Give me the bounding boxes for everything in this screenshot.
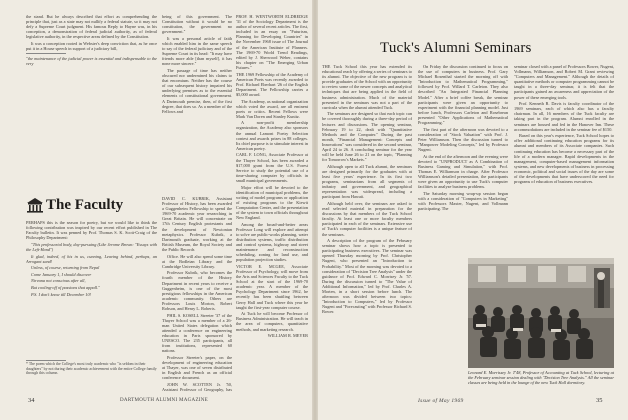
classroom-photo-illustration [468,258,614,368]
footnote: * The poem which the College's most truly academic who "is seldom in their daughters" by not during their academic achievement with the entire College family through this column. [26,362,157,376]
paragraph: seminar closed with a panel of Professors Bower, Nugent, Vollmann, Williamson, and Robert M. Grant reviewing "Computers and Management." Although the details of quantitative methods or computer programming cannot be taught in a three-day seminar, it is felt that the participants gained an awareness and appreciation of the power of these emerging tools. [514,64,614,100]
paragraph: PERHAPS this is the season for poetry, but we would like to think the following contribution was inspired by our recent effort published in The Faculty bulletin. It was penned by Prof. Thomas S. K. Scott-Craig of the Philosophy Department: [26,220,157,241]
paragraph: Prof. Kenneth R. Davis is faculty coordinator of the 1969 seminars, each of which also has a faculty chairman. In all, 16 members of the Tuck faculty are taking part in the program. Alumni enrolled in the seminars are housed and fed in the Hanover Inn. These accommodations are included in the seminar fee of $150. [514,101,614,132]
paragraph: Office. He will also spend some time at the Bodleian Library and the Cambridge University Library. [162,253,232,269]
right-column-3 [514,64,614,254]
author-signature: WILLIAM R. MEYER [267,333,308,339]
poem-line: Unless, of course, returning from Nepal [31,265,100,271]
left-column-2-top [162,14,232,192]
paragraph: Although held over, the seminars are asked to read selected material in preparation for the discussions by that members of the Tuck School faculty. At least one or more faculty members participated in each of the seminars. Extensive use of Tuck's computer facilities is a unique feature of the seminars. [322,200,412,237]
paragraph: CARL F. LONG, Associate Professor at the Thayer School, has been awarded a $17,000 grant from the U.S. Forest Service to study the potential use of a time-sharing computer by officials in small municipal governments. [236,152,308,183]
paragraph: THE 1969 Fellowship of the Academy of American Poets was recently awarded to Prof. Richard Eberhart '26 of the English Department. The Fellowship carries a $5,000 award. [236,71,308,97]
paragraph: At Tuck he will become Professor of Business Administration. He will teach in the area of computers, quantitative methods, and marketing research. [236,311,308,332]
footnote-quote: "the maintenance of the judicial power is essential and indispensable to the very [26,55,157,66]
paragraph: JOHN W. SCOTTEN Jr. '50, Assistant Professor of Geography, has [162,381,232,392]
poem-line: Nirvana not conscious after all, [31,278,86,284]
article-title: Tuck's Alumni Seminars [380,40,532,56]
paragraph: Professor Kubrik, who becomes the fourth member of the History Department in recent years to receive a Guggenheim, is one of the most prestigious fellowships in the American academic community. Others are Professors Louis Morton, Robert Robson, and Henry L. Roberts. [162,270,232,311]
left-column-3 [236,14,308,392]
page-gutter [312,0,318,420]
right-column-1 [322,64,412,392]
paragraph: The passage of time has neither obscured nor undermined his claims to that encomium. Neither has the course of our subsequent history impaired his underlying premises as to the essential elements of constitutional government. A Dartmouth premise, then, of the first degree, that does so. As a member of the Fellows and [162,67,232,114]
paragraph: Although open to all Tuck alumni, the seminars are designed primarily for the graduates with at least five years' experience. In its first two programs, seminarians from all segments of industry and government, and geographical representation was widespread, including a participant from Hawaii. [322,163,412,200]
paragraph: The Saturday morning wrap-up session began with a consideration of "Computers in Marketing" with Professors Maxter, Nugent, and Vollmann participating. The [418,190,508,212]
section-title: The Faculty [46,197,124,213]
paragraph: At the end of the afternoon and the evening were devoted to "UNPRODUCT as A Combination of Business Gaming and Simulation," with Prof. Thomas E. Williamson in charge. After Professor Williamson's detailed presentation, the participants were given an opportunity to use Tuck's computer facilities to analyze business problems. [418,153,508,190]
paragraph: THE Tuck School this year has extended its educational reach by offering a series of seminars to its alumni. The objective of the new program is to provide graduates of the School with an opportunity to review some of the newer concepts and analytical techniques that are being applied in the field of business administration. Much of the material presented in the seminars was not a part of the curricula when the alumni attended Tuck. [322,64,412,110]
left-column-1-top [26,14,157,192]
paragraph: It was a personal article of faith which enabled him in the same speech to say of the federal judiciary and of the Supreme Court in its head: "It may have friends more able [than myself], it has none more sincere." [162,35,232,67]
paragraph: A non-profit membership organization, the Academy also sponsors the annual Lamont Poetry Selection contest and awards prizes in 88 colleges. Its chief purpose is to stimulate interest in American poetry. [236,120,308,151]
poem-line: But cooling-off of passions that appall." [31,285,100,291]
poem-line: "This professorial body, day-pursuing (Like Jerome Brown: "Essays with the Left-Hand") [26,241,157,252]
magazine-footer: DARTMOUTH ALUMNI MAGAZINE [120,398,209,403]
page-number-left: 34 [28,397,35,404]
poem-line: Come January 1, I should discover [31,271,92,277]
footnote-divider [26,360,66,361]
right-column-2 [418,64,508,254]
divider [26,53,66,54]
seminar-lecture-photo [468,258,614,368]
paragraph: PROF. H. WENTWORTH ELDREDGE '31 of the Sociology Department is the author of several recent articles. The first, included in an essay on "Futurism, Planning for Developing Countries" in the November 1968 issue of The Journal of the American Institute of Planners. The 1969-70 World Trend Readings, edited by J. Sherwood Weber, contains his chapter on "The Emerging Urban Futures." [236,14,308,70]
paragraph: The first part of the afternoon was devoted to a consideration of "Stock Valuation" with Prof. J. Peter Williamson. Then the discussion turned to "Manpower Modeling Concepts," led by Professor Nugent. [418,126,508,152]
paragraph: Based on this year's experience, Tuck School hopes to offer additional continuing education programs for its alumni and members of its Associate companies. Such continuing education has become a necessary part of the life of a modern manager. Rapid developments in the management, computer-based management information systems, and new developments of business in processing economic, political and social issues of the day are some of the developments that have underscored the need for programs of education of business executives. [514,133,614,185]
paragraph: On Friday the discussion continued to focus on the use of computers in business. Prof. Gary Michael Rosenthal started the morning off with "Introduction to Mathematical Programming," followed by Prof. Willard T. Carleton. They also described "An Integrated Financial Planning Model." After a brief coffee break, the seminar participants were given an opportunity to experiment with the financial planning model. Just before lunch, Professors Carleton and Rosebrean presented "Other Applications of Mathematical Programming." [418,64,508,126]
left-column-1-bottom [26,220,157,360]
page-number-right: 35 [596,397,603,404]
left-column-2-bottom [162,196,232,392]
photo-caption: Leonard E. Morrissey Jr. T'48, Professor of Accounting at Tuck School, lecturing at the February seminar session dealing with "Decision Tree Analysis." All the seminar classes are being held in the lounge of the new Tuck Hall dormitory. [468,370,614,385]
paragraph: PHIL S. KOSELL Streeter '37 of the Thayer School was a member of a 26-man United States delegation which attended a conference on engineering education in Paris sponsored by UNESCO. The 235 participants, all from institutions, represented 60 nations. [162,312,232,354]
paragraph: Among the broad-and-better areas Professor Long will explore and attempt to solve are public-works planning, water distribution systems, traffic distribution and control systems, highway and street maintenance and reconstruction scheduling, zoning for land use, and population projection studies. [236,221,308,263]
paragraph: It was a conception rooted in Webster's deep conviction that, as he once put it in a House speech in support of a judiciary bill, [26,40,157,52]
college-building-icon [26,197,44,213]
paragraph: Major effort will be devoted to the identification of municipal problems, the writing of model programs or application of existing programs to the Kiewit Computation Center, and the presentation of the system to town officials throughout New England. [236,184,308,221]
paragraph: Professor Streeter's paper, on the development of engineering education at Thayer, was one of seven distributed in English and French as an official conference document. [162,354,232,381]
poem-line: P.S. I don't know till December 10! [31,291,92,297]
paragraph: A description of the program of the February seminar shows how a topic is presented to participating business executives. The seminar was opened Thursday morning by Prof. Christopher Nugent, who presented an "Introduction to Probability." Most of the morning was devoted to a consideration of "Decision Tree Analysis" under the guidance of Prof. Edward C. Morrisey Jr. '57. During the discussion turned to "The Value of Additional Information," led by Prof. Charles A. Morten, in a short session before lunch. The afternoon was divided between two topics: "Introduction to Computers," led by Professor Nugent and "Forecasting" with Professor Richard S. Bower. [322,238,412,315]
paragraph: the stand. But he always described that effort as comprehending the principle that, just as a state may not nullify a federal statute, so it may not defy a Supreme Court judgment. His famous Reply to Hayne was, in his conception, a demonstration of federal judicial authority, as of federal legislative authority, in the respective areas defined by the Constitution. [26,14,157,40]
paragraph: DAVID C. KUBRIK, Assistant Professor of History, has been awarded a Guggenheim Fellowship to spend the 1969-70 academic year researching in Great Britain. He will concentrate on 17th Century English protestants and the development of Newtonian metaphysics. Professor Kubrik, a Dartmouth graduate, working at the British Museum, the Royal Society and the Public Records [162,196,232,252]
paragraph: being of this government. The Constitution without it would be no constitution, the government no government." [162,14,232,35]
paragraph: The seminars are designed so that each topic can be covered thoroughly during a three-day period of lectures and discussions. The opening seminar, February 19 to 22, dealt with "Quantitative Methods and the Computer." During the past month, "Financial Management: Concepts and Innovations" was considered in the second seminar, April 24 to 26. A concluding seminar for the year will be held June 26 to 21 on the topic, "Planning for Tomorrow's Markets." [322,111,412,163]
paragraph: The Academy, as national organization which voted the award, are all eminent poets or critics. Recent Fellows were Mark Van Doren and Stanley Kunitz. [236,98,308,119]
paragraph: VICTOR E. MCGEE, Associate Professor of Psychology, will move from the Arts and Sciences Faculty to the Tuck School at the start of the 1969-70 academic year. A member of the Psychology Department since 1962, he recently has been shuttling between Gerry Hall and Tuck where this year he taught the first-year computer course. [236,263,308,310]
section-heading-faculty [26,195,124,217]
issue-footer: Issue of May 1969 [418,398,464,404]
poem-line: It glad, indeed, of his in us, cunning, Leaving behind, perhaps, an Arrogant sand! [26,253,157,264]
